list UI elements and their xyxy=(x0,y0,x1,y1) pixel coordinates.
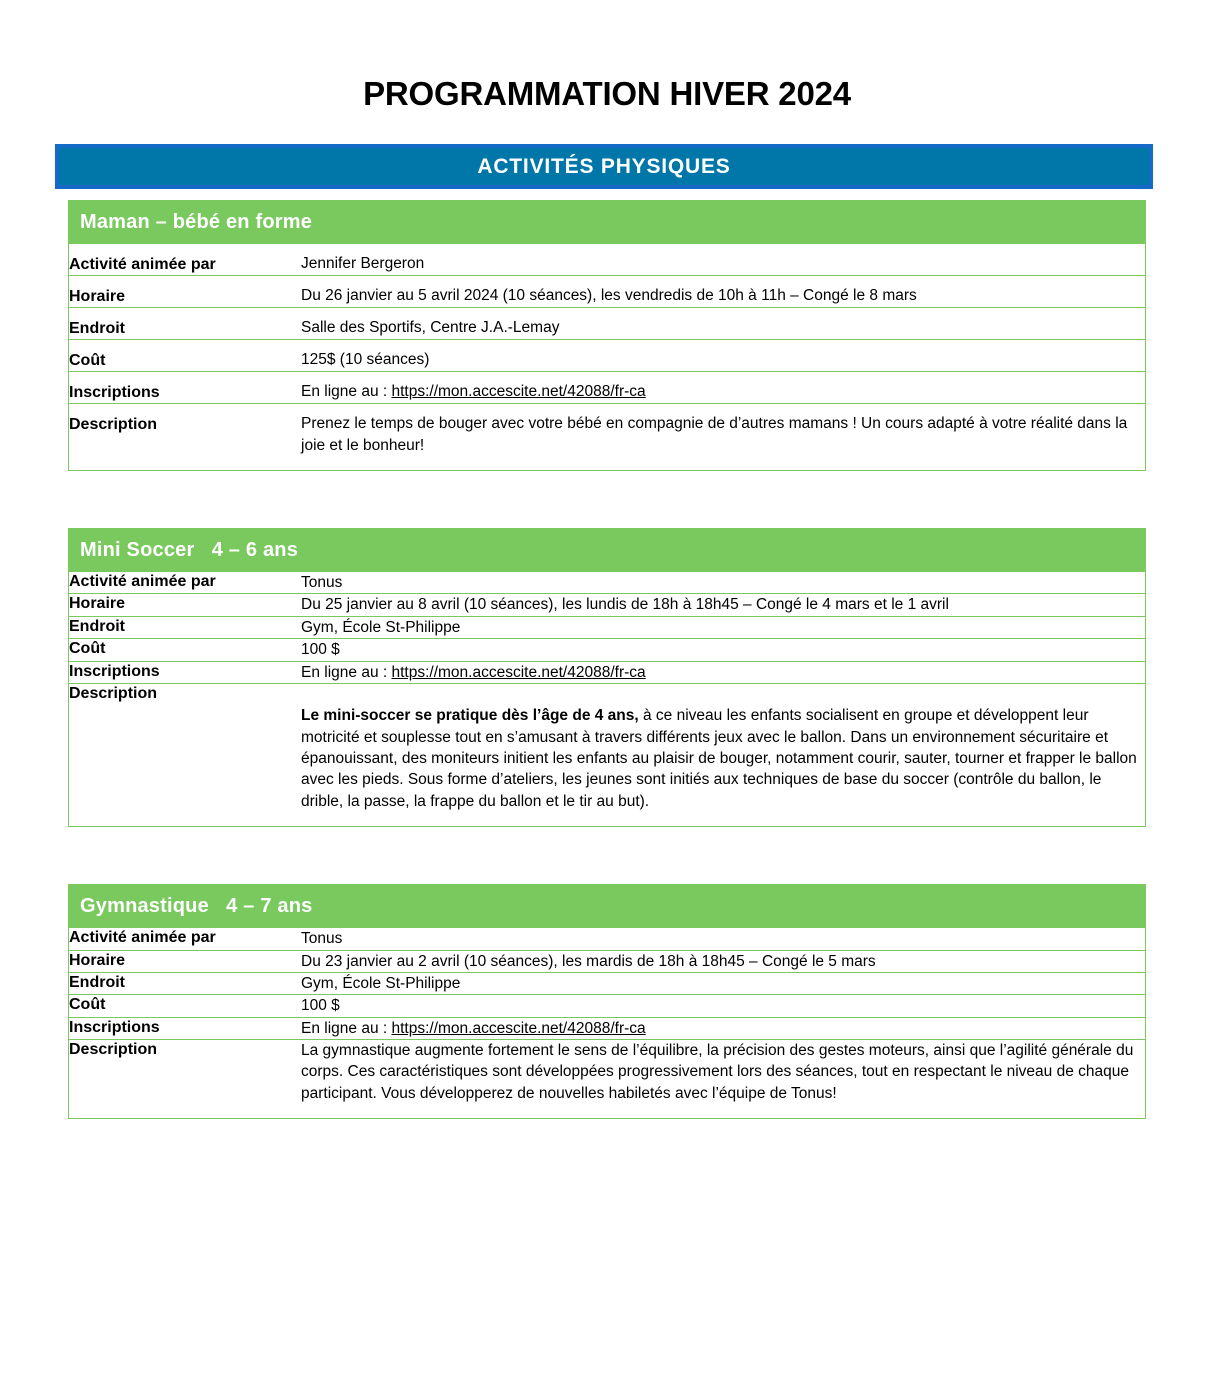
row-label-horaire: Horaire xyxy=(69,276,302,308)
row-value-horaire: Du 25 janvier au 8 avril (10 séances), les lundis de 18h à 18h45 – Congé le 4 mars et le 1 avril xyxy=(301,594,1146,616)
row-value-cout: 100 $ xyxy=(301,639,1146,661)
table-row-description xyxy=(69,683,1146,826)
description-lead: Le mini-soccer se pratique dès l’âge de 4 ans, xyxy=(301,707,639,725)
activity-block-maman-bebe-en-forme xyxy=(68,200,1146,471)
inscriptions-prefix: En ligne au : xyxy=(301,1019,392,1037)
row-label-description: Description xyxy=(69,416,158,434)
activity-header xyxy=(68,528,1146,572)
registration-link[interactable]: https://mon.accescite.net/42088/fr-ca xyxy=(391,1019,646,1037)
table-row-inscriptions xyxy=(69,1017,1146,1039)
page-title: PROGRAMMATION HIVER 2024 xyxy=(363,75,851,112)
row-value-horaire: Du 23 janvier au 2 avril (10 séances), les mardis de 18h à 18h45 – Congé le 5 mars xyxy=(301,950,1146,972)
activity-header xyxy=(68,884,1146,928)
row-value-cout: 100 $ xyxy=(301,995,1146,1017)
row-label-horaire: Horaire xyxy=(69,950,302,972)
row-label-animee-par: Activité animée par xyxy=(69,572,302,594)
table-row-animee-par xyxy=(69,244,1146,276)
table-row-endroit xyxy=(69,972,1146,994)
table-row-inscriptions xyxy=(69,661,1146,683)
row-value-inscriptions xyxy=(301,372,1146,404)
table-row-horaire xyxy=(69,594,1146,616)
activity-block-gymnastique xyxy=(68,884,1146,1119)
table-row-description xyxy=(69,1040,1146,1119)
row-value-cout: 125$ (10 séances) xyxy=(301,340,1146,372)
row-value-animee-par: Jennifer Bergeron xyxy=(301,244,1146,276)
row-value-horaire: Du 26 janvier au 5 avril 2024 (10 séances), les vendredis de 10h à 11h – Congé le 8 mars xyxy=(301,276,1146,308)
row-value-description xyxy=(301,683,1146,826)
section-banner xyxy=(55,144,1153,189)
row-label-endroit: Endroit xyxy=(69,308,302,340)
activity-title: Maman – bébé en forme xyxy=(80,210,313,233)
row-label-inscriptions: Inscriptions xyxy=(69,1017,302,1039)
row-label-description: Description xyxy=(69,684,158,702)
row-label-cout: Coût xyxy=(69,995,302,1017)
row-label-endroit: Endroit xyxy=(69,972,302,994)
table-row-cout xyxy=(69,995,1146,1017)
registration-link[interactable]: https://mon.accescite.net/42088/fr-ca xyxy=(391,383,646,401)
row-label-description: Description xyxy=(69,1041,158,1059)
row-label-horaire: Horaire xyxy=(69,594,302,616)
row-value-inscriptions xyxy=(301,1017,1146,1039)
activity-title: Gymnastique 4 – 7 ans xyxy=(80,894,313,917)
activity-details-table xyxy=(68,244,1146,471)
row-value-endroit: Gym, École St-Philippe xyxy=(301,972,1146,994)
row-label-cout: Coût xyxy=(69,340,302,372)
table-row-animee-par xyxy=(69,572,1146,594)
row-label-inscriptions: Inscriptions xyxy=(69,661,302,683)
table-row-cout xyxy=(69,639,1146,661)
activity-details-table xyxy=(68,928,1146,1119)
section-banner-label: ACTIVITÉS PHYSIQUES xyxy=(477,154,731,178)
row-value-description: Prenez le temps de bouger avec votre bébé en compagnie de d’autres mamans ! Un cours adapté à votre réalité dans la joie et le bonheur! xyxy=(301,415,1128,454)
table-row-horaire xyxy=(69,276,1146,308)
registration-link[interactable]: https://mon.accescite.net/42088/fr-ca xyxy=(391,663,646,681)
activity-header xyxy=(68,200,1146,244)
description-body: à ce niveau les enfants socialisent en groupe et développent leur motricité et souplesse tout en s’amusant à travers différents jeux avec le ballon. Dans un environnement sécuritaire et épanouissant, des moniteurs initient les enfants au plaisir de bouger, notamment courir, sauter, tourner et frapper le ballon avec les pieds. Sous forme d’ateliers, les jeunes sont initiés aux techniques de base du soccer (contrôle du ballon, le drible, la passe, la frappe du ballon et le tir au but). xyxy=(301,707,1137,810)
table-row-description xyxy=(69,404,1146,471)
row-label-animee-par: Activité animée par xyxy=(69,928,302,950)
table-row-cout xyxy=(69,340,1146,372)
row-value-animee-par: Tonus xyxy=(301,928,1146,950)
row-label-inscriptions: Inscriptions xyxy=(69,372,302,404)
row-label-endroit: Endroit xyxy=(69,616,302,638)
row-label-animee-par: Activité animée par xyxy=(69,244,302,276)
table-row-endroit xyxy=(69,308,1146,340)
activity-title: Mini Soccer 4 – 6 ans xyxy=(80,538,299,561)
row-value-endroit: Salle des Sportifs, Centre J.A.-Lemay xyxy=(301,308,1146,340)
activity-details-table xyxy=(68,572,1146,827)
table-row-endroit xyxy=(69,616,1146,638)
row-label-cout: Coût xyxy=(69,639,302,661)
table-row-horaire xyxy=(69,950,1146,972)
row-value-endroit: Gym, École St-Philippe xyxy=(301,616,1146,638)
table-row-inscriptions xyxy=(69,372,1146,404)
section-banner-wrapper xyxy=(55,144,1153,189)
activity-block-mini-soccer xyxy=(68,528,1146,827)
inscriptions-prefix: En ligne au : xyxy=(301,383,392,401)
row-value-animee-par: Tonus xyxy=(301,572,1146,594)
table-row-animee-par xyxy=(69,928,1146,950)
inscriptions-prefix: En ligne au : xyxy=(301,663,392,681)
row-value-description: La gymnastique augmente fortement le sens de l’équilibre, la précision des gestes moteurs, ainsi que l’agilité générale du corps. Ces caractéristiques sont développées progressivement lors des séances, tout en respectant le niveau de chaque participant. Vous développerez de nouvelles habiletés avec l’équipe de Tonus! xyxy=(301,1042,1134,1102)
row-value-inscriptions xyxy=(301,661,1146,683)
